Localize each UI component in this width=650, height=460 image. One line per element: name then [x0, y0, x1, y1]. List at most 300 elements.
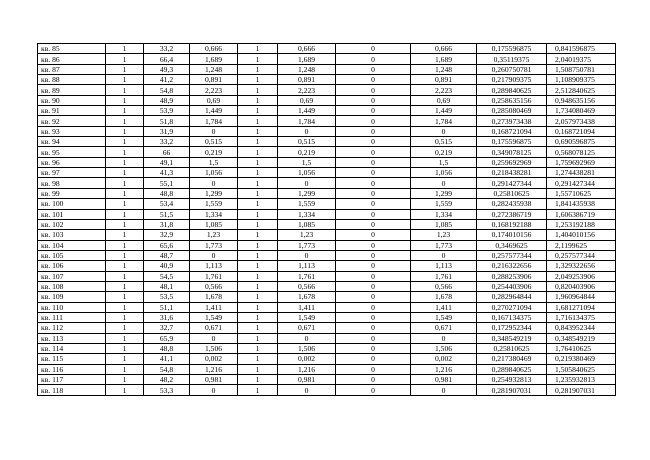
table-row [38, 209, 616, 219]
apartment-cell: кв. 112 [38, 323, 106, 333]
table-cell: 0,291427344 [477, 178, 547, 188]
table-cell: 0,289840625 [477, 364, 547, 374]
table-cell: 0,281907031 [477, 385, 547, 395]
table-cell: 1,559 [411, 199, 477, 209]
table-cell: 2,057973438 [547, 116, 616, 126]
table-cell: 1 [106, 75, 144, 85]
table-cell: 1 [106, 64, 144, 74]
table-row [38, 364, 616, 374]
table-cell: 2,512840625 [547, 85, 616, 95]
table-cell: 1 [106, 54, 144, 64]
table-cell: 1,689 [278, 54, 336, 64]
table-cell: 1,056 [190, 168, 238, 178]
table-cell: 2,223 [278, 85, 336, 95]
table-cell: 0,515 [411, 137, 477, 147]
table-cell: 0 [336, 250, 411, 260]
table-cell: 65,6 [144, 240, 190, 250]
table-cell: 1 [238, 188, 278, 198]
table-cell: 31,9 [144, 126, 190, 136]
table-cell: 0 [336, 116, 411, 126]
table-cell: 48,9 [144, 95, 190, 105]
table-cell: 1,716134375 [547, 312, 616, 322]
table-cell: 1,678 [278, 292, 336, 302]
table-cell: 1 [106, 354, 144, 364]
table-cell: 1,216 [411, 364, 477, 374]
table-cell: 0 [190, 250, 238, 260]
table-cell: 1,784 [278, 116, 336, 126]
table-cell: 1,235932813 [547, 375, 616, 385]
table-cell: 1 [238, 385, 278, 395]
table-cell: 1 [238, 261, 278, 271]
table-cell: 0,254403906 [477, 281, 547, 291]
table-row [38, 333, 616, 343]
table-cell: 0,671 [190, 323, 238, 333]
table-cell: 0,174010156 [477, 230, 547, 240]
table-cell: 1,761 [190, 271, 238, 281]
table-cell: 1,76410625 [547, 343, 616, 353]
table-cell: 1 [106, 333, 144, 343]
table-row [38, 281, 616, 291]
table-cell: 0 [336, 312, 411, 322]
table-cell: 1,734080469 [547, 106, 616, 116]
table-cell: 0,219 [278, 147, 336, 157]
table-cell: 1 [238, 95, 278, 105]
table-cell: 0,219 [190, 147, 238, 157]
table-cell: 0,981 [190, 375, 238, 385]
table-cell: 1,506 [411, 343, 477, 353]
apartment-cell: кв. 89 [38, 85, 106, 95]
table-cell: 1 [106, 230, 144, 240]
table-cell: 1 [106, 261, 144, 271]
table-cell: 1 [106, 116, 144, 126]
table-cell: 1 [238, 116, 278, 126]
table-cell: 1,449 [278, 106, 336, 116]
table-cell: 0 [336, 323, 411, 333]
table-cell: 0,566 [278, 281, 336, 291]
table-cell: 0,515 [278, 137, 336, 147]
table-cell: 0 [336, 375, 411, 385]
table-cell: 1,216 [190, 364, 238, 374]
apartment-cell: кв. 115 [38, 354, 106, 364]
apartment-cell: кв. 88 [38, 75, 106, 85]
table-cell: 1,784 [411, 116, 477, 126]
table-cell: 0,349078125 [477, 147, 547, 157]
table-cell: 1,334 [190, 209, 238, 219]
table-cell: 0 [190, 385, 238, 395]
table-cell: 0,291427344 [547, 178, 616, 188]
table-row [38, 271, 616, 281]
table-cell: 1,841435938 [547, 199, 616, 209]
table-cell: 1 [106, 44, 144, 54]
table-cell: 1,085 [190, 219, 238, 229]
table-cell: 1 [238, 44, 278, 54]
table-cell: 0,254932813 [477, 375, 547, 385]
table-row [38, 312, 616, 322]
table-row [38, 147, 616, 157]
table-cell: 1 [238, 126, 278, 136]
table-row [38, 240, 616, 250]
table-cell: 1,773 [411, 240, 477, 250]
table-cell: 0 [336, 292, 411, 302]
table-cell: 0,69 [278, 95, 336, 105]
table-row [38, 95, 616, 105]
table-cell: 1,506 [278, 343, 336, 353]
apartment-cell: кв. 108 [38, 281, 106, 291]
table-row [38, 85, 616, 95]
table-cell: 1,23 [190, 230, 238, 240]
table-cell: 0 [336, 385, 411, 395]
apartment-cell: кв. 117 [38, 375, 106, 385]
table-cell: 48,8 [144, 188, 190, 198]
table-cell: 0,282964844 [477, 292, 547, 302]
table-cell: 1,449 [411, 106, 477, 116]
table-row [38, 343, 616, 353]
table-cell: 0,348549219 [477, 333, 547, 343]
table-cell: 0,841596875 [547, 44, 616, 54]
table-row [38, 292, 616, 302]
table-cell: 0 [336, 219, 411, 229]
apartment-cell: кв. 110 [38, 302, 106, 312]
table-cell: 1 [238, 375, 278, 385]
table-cell: 0,3469625 [477, 240, 547, 250]
table-cell: 1 [106, 240, 144, 250]
table-cell: 1 [238, 178, 278, 188]
table-cell: 0 [336, 261, 411, 271]
table-cell: 1 [238, 147, 278, 157]
table-cell: 0 [190, 333, 238, 343]
table-cell: 1 [238, 230, 278, 240]
table-cell: 53,3 [144, 385, 190, 395]
table-cell: 0 [336, 106, 411, 116]
table-cell: 1,056 [278, 168, 336, 178]
table-cell: 1,334 [411, 209, 477, 219]
table-cell: 1,689 [411, 54, 477, 64]
table-cell: 0 [336, 230, 411, 240]
table-cell: 0,219 [411, 147, 477, 157]
table-cell: 0,69 [411, 95, 477, 105]
table-cell: 0,843952344 [547, 323, 616, 333]
table-cell: 1 [106, 271, 144, 281]
table-cell: 0,175596875 [477, 44, 547, 54]
apartment-cell: кв. 103 [38, 230, 106, 240]
table-row [38, 54, 616, 64]
table-cell: 0,217380469 [477, 354, 547, 364]
table-row [38, 75, 616, 85]
table-cell: 1,55710625 [547, 188, 616, 198]
table-cell: 0,566 [411, 281, 477, 291]
table-cell: 53,4 [144, 199, 190, 209]
table-cell: 53,9 [144, 106, 190, 116]
table-cell: 1,299 [411, 188, 477, 198]
table-cell: 54,8 [144, 364, 190, 374]
table-cell: 54,5 [144, 271, 190, 281]
table-cell: 0 [336, 281, 411, 291]
table-cell: 33,2 [144, 137, 190, 147]
table-cell: 1 [238, 219, 278, 229]
apartment-cell: кв. 118 [38, 385, 106, 395]
apartment-cell: кв. 98 [38, 178, 106, 188]
table-cell: 1,5 [190, 157, 238, 167]
table-cell: 0,218438281 [477, 168, 547, 178]
table-cell: 0,35119375 [477, 54, 547, 64]
table-cell: 0 [336, 75, 411, 85]
table-cell: 0 [336, 199, 411, 209]
table-cell: 0 [336, 126, 411, 136]
table-cell: 1 [238, 302, 278, 312]
table-cell: 0,25810625 [477, 343, 547, 353]
table-cell: 1 [106, 375, 144, 385]
table-body [38, 44, 616, 396]
table-cell: 0,348549219 [547, 333, 616, 343]
table-cell: 1 [238, 354, 278, 364]
table-cell: 0,281907031 [547, 385, 616, 395]
table-cell: 66,4 [144, 54, 190, 64]
table-cell: 0,002 [278, 354, 336, 364]
table-cell: 0 [411, 126, 477, 136]
table-cell: 0,259692969 [477, 157, 547, 167]
table-cell: 1,761 [278, 271, 336, 281]
table-cell: 0,666 [190, 44, 238, 54]
table-cell: 1 [106, 385, 144, 395]
table-cell: 1 [238, 250, 278, 260]
table-cell: 1 [106, 292, 144, 302]
table-cell: 0 [278, 385, 336, 395]
table-cell: 1 [106, 302, 144, 312]
table-row [38, 157, 616, 167]
table-cell: 0 [278, 126, 336, 136]
table-cell: 2,1199625 [547, 240, 616, 250]
table-cell: 1 [106, 343, 144, 353]
apartment-cell: кв. 113 [38, 333, 106, 343]
table-cell: 53,5 [144, 292, 190, 302]
table-row [38, 64, 616, 74]
table-cell: 1 [238, 323, 278, 333]
table-cell: 1,23 [411, 230, 477, 240]
table-cell: 0 [190, 126, 238, 136]
table-cell: 1 [238, 281, 278, 291]
table-cell: 0 [278, 333, 336, 343]
table-cell: 0,168721094 [547, 126, 616, 136]
table-cell: 0,891 [278, 75, 336, 85]
table-cell: 1 [106, 209, 144, 219]
table-cell: 1,5 [278, 157, 336, 167]
apartment-cell: кв. 93 [38, 126, 106, 136]
table-cell: 1 [106, 312, 144, 322]
document-page [37, 43, 615, 396]
table-cell: 1,678 [190, 292, 238, 302]
table-cell: 1,274438281 [547, 168, 616, 178]
apartment-cell: кв. 96 [38, 157, 106, 167]
table-cell: 41,2 [144, 75, 190, 85]
table-row [38, 137, 616, 147]
table-cell: 1,411 [190, 302, 238, 312]
table-cell: 0 [336, 364, 411, 374]
table-cell: 0 [411, 385, 477, 395]
table-cell: 0,891 [411, 75, 477, 85]
table-cell: 1,549 [411, 312, 477, 322]
table-row [38, 168, 616, 178]
table-cell: 1,056 [411, 168, 477, 178]
table-cell: 1,248 [278, 64, 336, 74]
table-cell: 51,5 [144, 209, 190, 219]
apartment-cell: кв. 106 [38, 261, 106, 271]
table-cell: 66 [144, 147, 190, 157]
table-cell: 0 [336, 168, 411, 178]
apartment-cell: кв. 91 [38, 106, 106, 116]
table-cell: 0,981 [278, 375, 336, 385]
apartment-cell: кв. 107 [38, 271, 106, 281]
table-row [38, 126, 616, 136]
table-cell: 0,002 [190, 354, 238, 364]
table-cell: 0,981 [411, 375, 477, 385]
table-cell: 48,1 [144, 281, 190, 291]
table-cell: 1 [238, 157, 278, 167]
table-cell: 1,960964844 [547, 292, 616, 302]
table-cell: 0,273973438 [477, 116, 547, 126]
table-cell: 1 [106, 157, 144, 167]
table-cell: 0,257577344 [477, 250, 547, 260]
table-cell: 0 [336, 178, 411, 188]
table-cell: 1 [238, 199, 278, 209]
table-cell: 32,9 [144, 230, 190, 240]
apartment-cell: кв. 87 [38, 64, 106, 74]
table-cell: 2,04019375 [547, 54, 616, 64]
table-cell: 1,253192188 [547, 219, 616, 229]
table-row [38, 323, 616, 333]
table-cell: 1 [106, 106, 144, 116]
table-cell: 1 [106, 250, 144, 260]
table-cell: 49,3 [144, 64, 190, 74]
table-cell: 48,7 [144, 250, 190, 260]
table-cell: 1,606386719 [547, 209, 616, 219]
table-cell: 1 [238, 64, 278, 74]
table-cell: 1 [106, 95, 144, 105]
table-cell: 0,288253906 [477, 271, 547, 281]
table-cell: 0,272386719 [477, 209, 547, 219]
apartment-cell: кв. 99 [38, 188, 106, 198]
table-cell: 1,549 [190, 312, 238, 322]
table-cell: 0 [336, 54, 411, 64]
table-cell: 0,568078125 [547, 147, 616, 157]
table-cell: 0,891 [190, 75, 238, 85]
table-cell: 0 [336, 95, 411, 105]
table-cell: 1,404010156 [547, 230, 616, 240]
table-cell: 0 [336, 85, 411, 95]
apartment-cell: кв. 92 [38, 116, 106, 126]
table-cell: 1,773 [278, 240, 336, 250]
table-cell: 1 [106, 85, 144, 95]
table-cell: 1,248 [411, 64, 477, 74]
table-cell: 1 [238, 54, 278, 64]
table-cell: 0 [336, 157, 411, 167]
table-cell: 0 [336, 209, 411, 219]
table-cell: 1,113 [190, 261, 238, 271]
table-cell: 0 [336, 147, 411, 157]
table-row [38, 44, 616, 54]
table-cell: 54,8 [144, 85, 190, 95]
table-cell: 0 [190, 178, 238, 188]
table-cell: 2,223 [190, 85, 238, 95]
table-row [38, 188, 616, 198]
table-cell: 1 [106, 199, 144, 209]
table-cell: 0,002 [411, 354, 477, 364]
table-cell: 1,449 [190, 106, 238, 116]
table-cell: 1,681271094 [547, 302, 616, 312]
table-cell: 0,666 [278, 44, 336, 54]
table-cell: 51,1 [144, 302, 190, 312]
table-cell: 31,6 [144, 312, 190, 322]
table-cell: 48,2 [144, 375, 190, 385]
table-cell: 1,248 [190, 64, 238, 74]
table-row [38, 375, 616, 385]
table-cell: 48,8 [144, 343, 190, 353]
table-cell: 0,69 [190, 95, 238, 105]
table-cell: 1 [238, 343, 278, 353]
table-cell: 41,3 [144, 168, 190, 178]
table-cell: 1 [106, 219, 144, 229]
table-cell: 0,167134375 [477, 312, 547, 322]
table-row [38, 178, 616, 188]
table-cell: 1 [238, 85, 278, 95]
table-row [38, 219, 616, 229]
table-cell: 2,049253906 [547, 271, 616, 281]
table-cell: 1,678 [411, 292, 477, 302]
table-cell: 0,282435938 [477, 199, 547, 209]
table-cell: 0,25810625 [477, 188, 547, 198]
table-cell: 1 [106, 323, 144, 333]
table-cell: 1 [238, 137, 278, 147]
table-cell: 0,671 [411, 323, 477, 333]
table-cell: 0,566 [190, 281, 238, 291]
apartment-cell: кв. 109 [38, 292, 106, 302]
table-cell: 1,329322656 [547, 261, 616, 271]
table-cell: 1,549 [278, 312, 336, 322]
table-cell: 0,219380469 [547, 354, 616, 364]
table-cell: 1 [238, 271, 278, 281]
table-row [38, 354, 616, 364]
table-cell: 31,8 [144, 219, 190, 229]
table-cell: 33,2 [144, 44, 190, 54]
table-cell: 1,299 [278, 188, 336, 198]
table-cell: 0,172952344 [477, 323, 547, 333]
table-cell: 0,948635156 [547, 95, 616, 105]
table-row [38, 116, 616, 126]
apartment-cell: кв. 85 [38, 44, 106, 54]
apartment-cell: кв. 86 [38, 54, 106, 64]
table-cell: 1,559 [190, 199, 238, 209]
apartment-cell: кв. 97 [38, 168, 106, 178]
apartment-cell: кв. 104 [38, 240, 106, 250]
table-row [38, 199, 616, 209]
table-row [38, 385, 616, 395]
apartment-cell: кв. 114 [38, 343, 106, 353]
table-cell: 1 [106, 364, 144, 374]
table-cell: 1 [106, 281, 144, 291]
table-cell: 1 [106, 178, 144, 188]
table-cell: 0,289840625 [477, 85, 547, 95]
table-cell: 1 [106, 147, 144, 157]
table-cell: 0 [411, 250, 477, 260]
table-cell: 0 [336, 333, 411, 343]
table-cell: 1,784 [190, 116, 238, 126]
table-cell: 0 [336, 354, 411, 364]
table-cell: 1,411 [411, 302, 477, 312]
apartment-cell: кв. 90 [38, 95, 106, 105]
apartment-cell: кв. 101 [38, 209, 106, 219]
table-cell: 1,113 [278, 261, 336, 271]
table-row [38, 250, 616, 260]
table-cell: 0,285080469 [477, 106, 547, 116]
